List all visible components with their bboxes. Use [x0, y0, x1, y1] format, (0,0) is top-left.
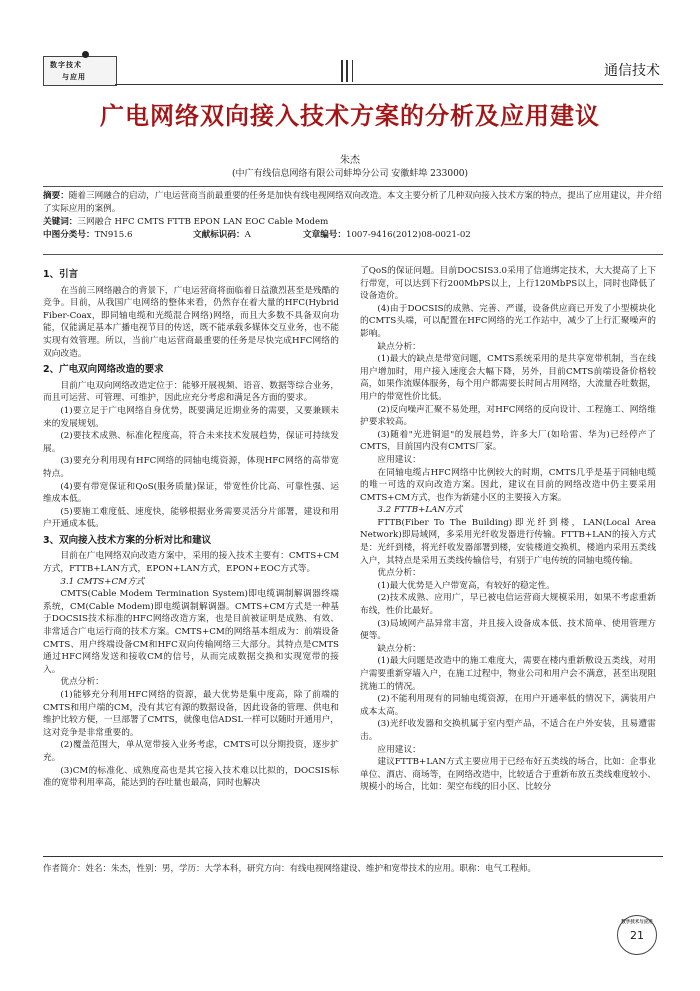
paragraph: (3)要充分利用现有HFC网络的同轴电缆资源，体现HFC网络的高带宽特点。 — [43, 456, 339, 479]
doc-value: A — [244, 230, 251, 240]
header-rule — [115, 84, 663, 85]
paragraph: (4)要有带宽保证和QoS(服务质量)保证，带宽性价比高、可靠性强、运维成本低。 — [43, 481, 339, 505]
abstract-text: 随着三网融合的启动，广电运营商当前最重要的任务是加快有线电视网络双向改造。本文主要分析了几种双向接入技术方案的特点，提出了应用建议，并介绍了实际应用的案例。 — [43, 191, 662, 214]
paragraph: (4)由于DOCSIS的成熟、完善、严谨，设备供应商已开发了小型模块化的CMTS头端，可以配置在HFC网络的光工作站中，减少了上行汇聚噪声的影响。 — [360, 303, 656, 339]
abstract-block — [43, 190, 663, 242]
paragraph: (1)最大优势是入户带宽高，有较好的稳定性。 — [377, 580, 555, 591]
id-value: 1007-9416(2012)08-0021-02 — [345, 230, 471, 240]
badge-journal-text: 数字技术与应用 — [621, 920, 653, 925]
paragraph: FTTB(Fiber To The Building)即光纤到楼，LAN(Local Area Network)即局域网，多采用光纤收发器进行传输。FTTB+LAN的接入方式是：光纤到楼，将光纤收发器部署到楼，安装楼道交换机，楼道内采用五类线入户，其特点是采用五类线传输信号，有别于广电传统的同轴电缆传输。 — [360, 517, 656, 566]
paragraph: 缺点分析： — [377, 341, 421, 352]
classification-row — [43, 229, 663, 242]
paragraph: (2)技术成熟、应用广，早已被电信运营商大规模采用，如果不考虑重新布线，性价比最好。 — [360, 593, 656, 617]
keywords-line — [43, 216, 663, 229]
keywords-text: 三网融合 HFC CMTS FTTB EPON LAN EOC Cable Modem — [77, 217, 329, 227]
logo-dot-icon — [82, 51, 89, 58]
abstract-top-rule — [43, 186, 663, 187]
paragraph: (1)要立足于广电网络自身优势，既要满足近期业务的需要，又要兼顾未来的发展规划。 — [43, 405, 339, 429]
paragraph: (3)光纤收发器和交换机属于室内型产品，不适合在户外安装，且易遭雷击。 — [360, 719, 656, 742]
paragraph: 在同轴电缆占HFC网络中比例较大的时期，CMTS几乎是基于同轴电缆的唯一可选的双向改造方案。因此，建议在目前的网络改造中仍主要采用CMTS+CM方式，也作为新建小区的主要接入方案。 — [360, 467, 656, 503]
abstract-label: 摘要： — [43, 191, 69, 201]
id-label: 文章编号： — [303, 230, 346, 240]
paragraph: (1)最大的缺点是带宽问题，CMTS系统采用的是共享宽带机制，当在线用户增加时，用户接入速度会大幅下降，另外，目前CMTS前端设备价格较高，如果作流媒体服务，每个用户都需要长时间占用网络，大流量吞吐数据，用户的带宽性价比低。 — [360, 354, 656, 402]
author-affiliation: (中广有线信息网络有限公司蚌埠分公司 安徽蚌埠 233000) — [231, 169, 469, 179]
subsection-heading: 3.1 CMTS+CM方式 — [60, 576, 145, 587]
paragraph: 建议FTTB+LAN方式主要应用于已经布好五类线的场合，比如：企事业单位、酒店、商场等，在网络改造中，比较适合于重新布放五类线难度较小、规模小的场合，比如：架空布线的旧小区、比较分 — [360, 757, 656, 793]
header-divider-bar — [341, 60, 343, 82]
paragraph: 目前广电双向网络改造定位于：能够开展视频、语音、数据等综合业务，而且可运营、可管理、可维护，因此应充分考虑和满足各方面的要求。 — [43, 380, 339, 404]
keywords-label: 关键词： — [43, 217, 78, 227]
class-number — [43, 229, 193, 242]
header-divider-bar — [346, 60, 348, 82]
paragraph: (1)能够充分利用HFC网络的资源，最大优势是集中度高，除了前端的CMTS和用户端的CM，没有其它有源的数据设备，因此设备的管理、供电和维护比较方便，一旦部署了CMTS，就像电信ADSL一样可以随时开通用户，这对竞争是非常重要的。 — [43, 690, 339, 738]
right-column — [360, 265, 656, 794]
page-number-badge — [617, 915, 657, 955]
paragraph: (2)覆盖范围大，单从宽带接入业务考虑，CMTS可以分期投资，逐步扩充。 — [43, 740, 339, 763]
author-name: 朱杰 — [340, 155, 360, 166]
page-number: 21 — [630, 929, 644, 942]
paragraph: 优点分析： — [60, 677, 104, 688]
left-column — [43, 265, 339, 790]
abstract-paragraph — [43, 190, 663, 216]
doc-code — [193, 229, 303, 242]
subsection-heading: 3.2 FTTB+LAN方式 — [377, 505, 463, 516]
header-divider-bar — [352, 60, 353, 82]
paragraph: 优点分析： — [377, 568, 421, 579]
author-note: 作者简介：姓名：朱杰，性别：男，学历：大学本科，研究方向：有线电视网络建设、维护和宽带技术的应用。职称：电气工程师。 — [43, 864, 537, 874]
journal-name-line2: 与应用 — [62, 72, 86, 81]
paragraph: (2)反向噪声汇聚不易处理，对HFC网络的反向设计、工程施工、网络维护要求较高。 — [360, 404, 656, 428]
paragraph: 了QoS的保证问题。目前DOCSIS3.0采用了信道绑定技术，大大提高了上下行带宽，可以达到下行200MbPS以上，上行120MbPS以上，同时也降低了设备造价。 — [360, 266, 656, 302]
paragraph: (2)不能利用现有的同轴电缆资源，在用户开通率低的情况下，满装用户成本太高。 — [360, 694, 656, 717]
section-label: 通信技术 — [604, 63, 660, 79]
journal-name-line1: 数字技术 — [50, 60, 82, 69]
paragraph: CMTS(Cable Modem Termination System)即电缆调制解调器终端系统，CM(Cable Modem)即电缆调制解调器。CMTS+CM方式是一种基于DOCSIS技术标准的HFC网络改造方案，也是目前被证明是成熟、有效、非常适合广电运行商的技术方案。CMTS+CM的网络基本组成为：前端设备CMTS、用户终端设备CM和HFC双向传输网络三大部分。其特点是CMTS通过HFC网络发送和接收CM的信号，从而完成数据交换和实现宽带的接入。 — [43, 589, 339, 675]
paragraph: (1)最大问题是改造中的施工难度大，需要在楼内重新敷设五类线，对用户需要重新穿墙入户，在施工过程中，物业公司和用户会不满意，甚至出现阻扰施工的情况。 — [360, 656, 656, 692]
footer-rule — [43, 856, 663, 857]
paragraph: 目前在广电网络双向改造方案中，采用的接入技术主要有：CMTS+CM方式，FTTB+LAN方式，EPON+LAN方式，EPON+EOC方式等。 — [43, 551, 339, 575]
section-heading: 3、双向接入技术方案的分析对比和建议 — [43, 534, 212, 546]
class-label: 中图分类号： — [43, 230, 95, 240]
article-title: 广电网络双向接入技术方案的分析及应用建议 — [100, 102, 600, 130]
paragraph: (2)要技术成熟、标准化程度高，符合未来技术发展趋势，保证可持续发展。 — [43, 431, 339, 454]
paragraph: 在当前三网络融合的背景下，广电运营商将面临着日益激烈甚至是残酷的竞争。目前，从我国广电网络的整体来看，仍然存在着大量的HFC(Hybrid Fiber-Coax，即同轴电缆和光缆混合网络)网络，而且大多数不具备双向功能，仅能满足基本广播电视节目的传送，既不能承载多媒体交互业务，也不能实现有效管理。所以，当前广电运营商最重要的任务是尽快完成HFC网络的双向改造。 — [43, 285, 339, 359]
article-id — [303, 229, 471, 242]
paragraph: 应用建议： — [377, 454, 421, 465]
paragraph: 应用建议： — [377, 744, 421, 755]
paragraph: (3)CM的标准化、成熟度高也是其它接入技术难以比拟的，DOCSIS标准的宽带利用率高，能达到的吞吐量也最高，同时也解决 — [43, 765, 339, 789]
class-value: TN915.6 — [94, 230, 133, 240]
section-heading: 1、引言 — [43, 269, 79, 280]
doc-label: 文献标识码： — [193, 230, 245, 240]
paragraph: 缺点分析： — [377, 643, 421, 654]
paragraph: (3)随着"光进铜退"的发展趋势，许多大厂(如哈雷、华为)已经停产了CMTS，目前国内没有CMTS厂家。 — [360, 429, 656, 453]
paragraph: (5)要施工难度低、速度快，能够根据业务需要灵活分片部署，建设和用户开通成本低。 — [43, 506, 339, 530]
journal-logo-box — [43, 56, 117, 86]
abstract-bottom-rule — [43, 254, 663, 255]
paragraph: (3)局域网产品异常丰富，并且接入设备成本低、技术简单、使用管理方便等。 — [360, 618, 656, 642]
section-heading: 2、广电双向网络改造的要求 — [43, 364, 164, 376]
